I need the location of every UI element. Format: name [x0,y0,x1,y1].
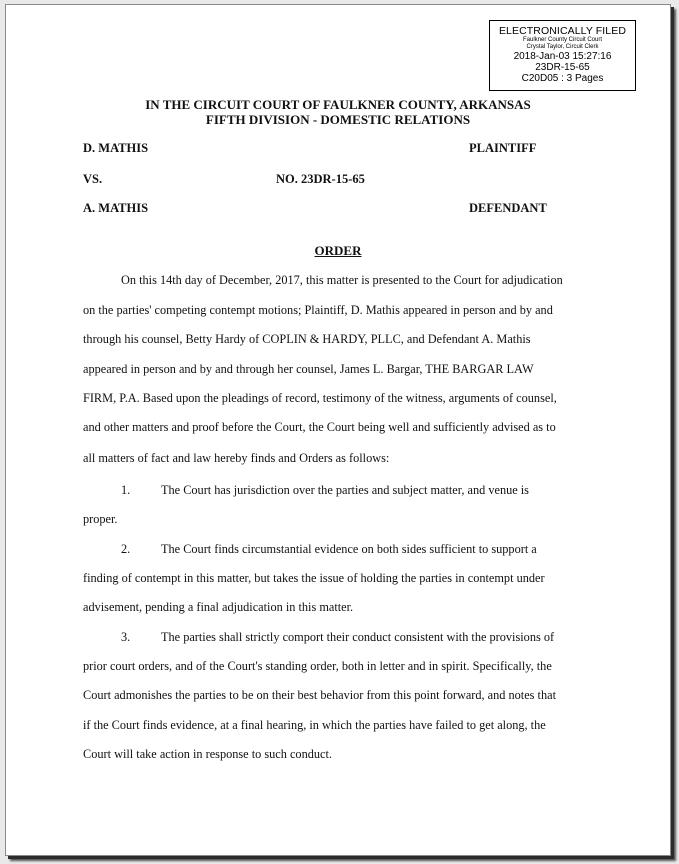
stamp-clerk: Crystal Taylor, Circuit Clerk [526,44,599,50]
item-line: Court admonishes the parties to be on their best behavior from this point forward, and notes that [83,688,556,702]
document-page [5,4,671,856]
item-line: advisement, pending a final adjudication in this matter. [83,600,354,614]
stamp-court: Faulkner County Circuit Court [522,37,603,43]
intro-line: and other matters and proof before the Court, the Court being well and sufficiently advised as to [83,420,556,434]
item-line: The Court has jurisdiction over the parties and subject matter, and venue is [161,483,529,497]
intro-line: all matters of fact and law hereby finds and Orders as follows: [83,451,390,465]
stamp-title: ELECTRONICALLY FILED [498,25,627,37]
case-number: NO. 23DR-15-65 [276,172,365,186]
item-line: The Court finds circumstantial evidence on both sides sufficient to support a [161,542,537,556]
item-number: 1. [121,483,131,497]
intro-line: on the parties' competing contempt motions; Plaintiff, D. Mathis appeared in person and by and [83,303,553,317]
item-line: The parties shall strictly comport their conduct consistent with the provisions of [161,630,555,644]
item-line: finding of contempt in this matter, but takes the issue of holding the parties in contempt under [83,571,545,585]
electronic-filing-stamp [489,20,636,91]
defendant-name: A. MATHIS [83,201,149,215]
intro-line: On this 14th day of December, 2017, this matter is presented to the Court for adjudication [121,273,563,287]
stamp-case-number: 23DR-15-65 [535,62,590,73]
versus-label: VS. [83,172,103,186]
plaintiff-name: D. MATHIS [83,141,149,155]
stamp-datetime: 2018-Jan-03 15:27:16 [513,51,612,62]
intro-line: appeared in person and by and through her counsel, James L. Bargar, THE BARGAR LAW [83,362,534,376]
court-heading-line2: FIFTH DIVISION - DOMESTIC RELATIONS [205,112,471,127]
item-number: 3. [121,630,131,644]
item-line: Court will take action in response to such conduct. [83,747,332,761]
intro-line: FIRM, P.A. Based upon the pleadings of record, testimony of the witness, arguments of counsel, [83,391,557,405]
stamp-pages: C20D05 : 3 Pages [521,73,604,84]
item-line: if the Court finds evidence, at a final hearing, in which the parties have failed to get along, the [83,718,546,732]
item-line: proper. [83,512,118,526]
item-number: 2. [121,542,131,556]
intro-line: through his counsel, Betty Hardy of COPLIN & HARDY, PLLC, and Defendant A. Mathis [83,332,531,346]
item-line: prior court orders, and of the Court's standing order, both in letter and in spirit. Specifically, the [83,659,552,673]
court-heading-line1: IN THE CIRCUIT COURT OF FAULKNER COUNTY, ARKANSAS [145,97,531,112]
order-title: ORDER [314,243,362,258]
defendant-role: DEFENDANT [469,201,547,215]
plaintiff-role: PLAINTIFF [469,141,537,155]
